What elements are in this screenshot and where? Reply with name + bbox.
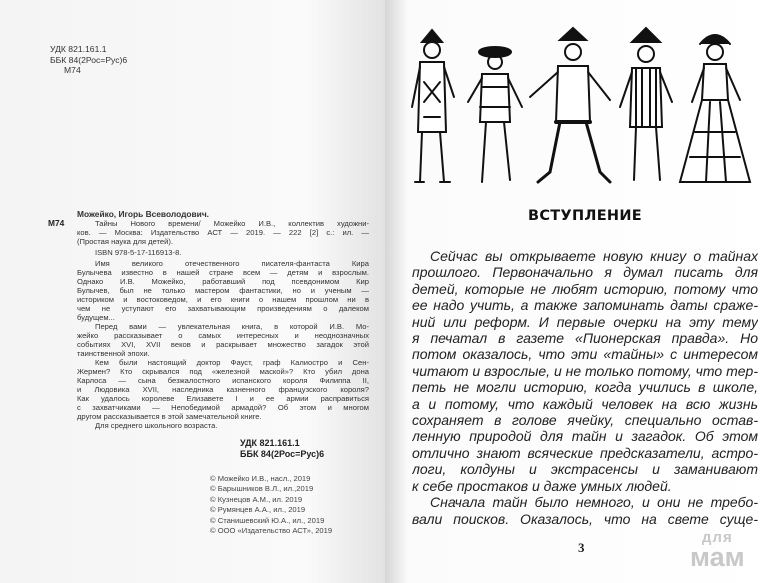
annotation-line: таинственной эпохи. (77, 349, 150, 358)
classification-codes-bottom (240, 438, 324, 460)
biblio-line: (Простая наука для детей). (77, 237, 174, 246)
annotation-line: Как удалось королеве Елизавете I и ее армии расправиться (77, 394, 369, 403)
watermark-logo (690, 529, 745, 572)
annotation-line: историком и востоковедом, и его книги о нашем прошлом ни в (77, 295, 369, 304)
author-mark-bold: М74 (48, 218, 65, 228)
annotation-line: жейко рассказывает о самых интересных и неоднозначных (77, 331, 369, 340)
classification-codes (50, 44, 127, 76)
bbk-code: ББК 84(2Рос=Рус)6 (240, 449, 325, 459)
page-number: 3 (578, 540, 585, 555)
text-line: Сейчас вы открываете новую книгу о тайнах (430, 248, 758, 264)
watermark-text: для (701, 529, 733, 546)
annotation-line: будущем... (77, 313, 115, 322)
age-rating: Для среднего школьного возраста. (95, 421, 218, 430)
text-line: логи, колдуны и экстрасенсы и заманивают (412, 461, 758, 478)
text-line: я печатал в газете «Пионерская правда». Но (412, 330, 758, 347)
costumed-figures-illustration (410, 22, 760, 192)
text-line: петь не могли историю, когда учились в школе, (412, 379, 758, 396)
text-line: отлично знают всяческие предсказатели, астро- (412, 444, 758, 461)
annotation-line: Жермен? Кто скрывался под «железной маской»? Кто убил дона (77, 367, 369, 376)
annotation-line: с захватчиками — Непобедимой армадой? Об этом и многом (77, 403, 369, 412)
jester-figure (412, 30, 454, 182)
bibliographic-record (77, 210, 369, 430)
text-line: ее надо учить, а также запоминать даты сраже- (412, 297, 758, 314)
chapter-heading: ВСТУПЛЕНИЕ (527, 208, 643, 224)
copyright-line: © Румянцев А.А., ил., 2019 (210, 505, 306, 515)
copyright-line: © ООО «Издательство АСТ», 2019 (210, 526, 333, 536)
annotation-line: Однако И.В. Можейко, работавший под псевдонимом Кир (77, 277, 369, 286)
text-line: Сначала тайн было немного, и они не требо- (430, 494, 758, 511)
lady-figure (680, 35, 750, 182)
text-line: детей, которые не любят историю, потому что (412, 280, 758, 297)
text-line: потом оказалось, что эти «тайны» с интересом (412, 346, 758, 363)
copyright-line: © Станишевский Ю.А., ил., 2019 (210, 515, 325, 525)
annotation-line: Имя великого отечественного писателя-фантаста Кира (95, 259, 369, 268)
text-line: а и потому, что каждый человек на всю жизнь (412, 395, 758, 412)
annotation-line: чем не уступают его захватывающим произведениям о далеком (77, 304, 369, 313)
intro-text (412, 248, 758, 527)
text-line: прошлого. Первоначально я думал писать для (412, 264, 758, 281)
udk-code: УДК 821.161.1 (240, 438, 300, 448)
annotation-line: другом рассказывается в этой замечательной книге. (77, 412, 262, 421)
annotation-line: Карлоса — сына безжалостного испанского короля Филиппа II, (77, 376, 369, 385)
copyright-line: © Барышников В.Л., ил.,2019 (210, 484, 314, 494)
biblio-line: Тайны Нового времени/ Можейко И.В., коллектив художни- (95, 219, 369, 228)
copyright-line: © Кузнецов А.М., ил. 2019 (210, 494, 303, 504)
text-line: к себе простаков и даже умных людей. (412, 477, 672, 494)
text-line: вали поисков. Оказалось, что на свете суще- (412, 510, 758, 527)
dancing-figure (530, 28, 610, 182)
text-line: сохраняет в голове ячейку, специально остав- (412, 412, 758, 429)
author-name: Можейко, Игорь Всеволодович. (77, 210, 210, 219)
author-mark: М74 (64, 65, 81, 76)
udk-code: УДК 821.161.1 (50, 44, 107, 54)
text-line: ленную природой для тайн и загадок. Об этом (412, 428, 758, 445)
annotation-line: Перед вами — увлекательная книга, в которой И.В. Мо- (95, 322, 369, 331)
annotation-line: Булычев, был не только мастером фантастики, но и ученым — (77, 286, 369, 295)
annotation-line: и Людовика XVII, наследника казненного французского короля? (77, 385, 369, 394)
copyright-list (210, 474, 332, 536)
biblio-line: ков. — Москва: Издательство АСТ — 2019. — 222 [2] с.: ил. — (77, 228, 369, 237)
copyright-line: © Можейко И.В., насл., 2019 (210, 474, 311, 483)
harlequin-figure (620, 28, 672, 180)
annotation-line: Булычева известно в нашей стране всем — детям и взрослым. (77, 268, 369, 277)
annotation-line: событиях XVI, XVII веков и раскрывает множество загадок этой (77, 340, 369, 349)
bbk-code: ББК 84(2Рос=Рус)6 (50, 54, 128, 65)
watermark-text: мам (690, 541, 745, 572)
text-line: читают и взрослые, и не только потому, что тер- (412, 362, 758, 379)
annotation-line: Кем были настоящий доктор Фауст, граф Калиостро и Сен- (95, 358, 369, 367)
text-line: ний или реформ. И первые очерки на эту тему (412, 313, 758, 330)
musketeer-figure (468, 47, 522, 182)
isbn: ISBN 978-5-17-116913-8. (95, 248, 182, 257)
